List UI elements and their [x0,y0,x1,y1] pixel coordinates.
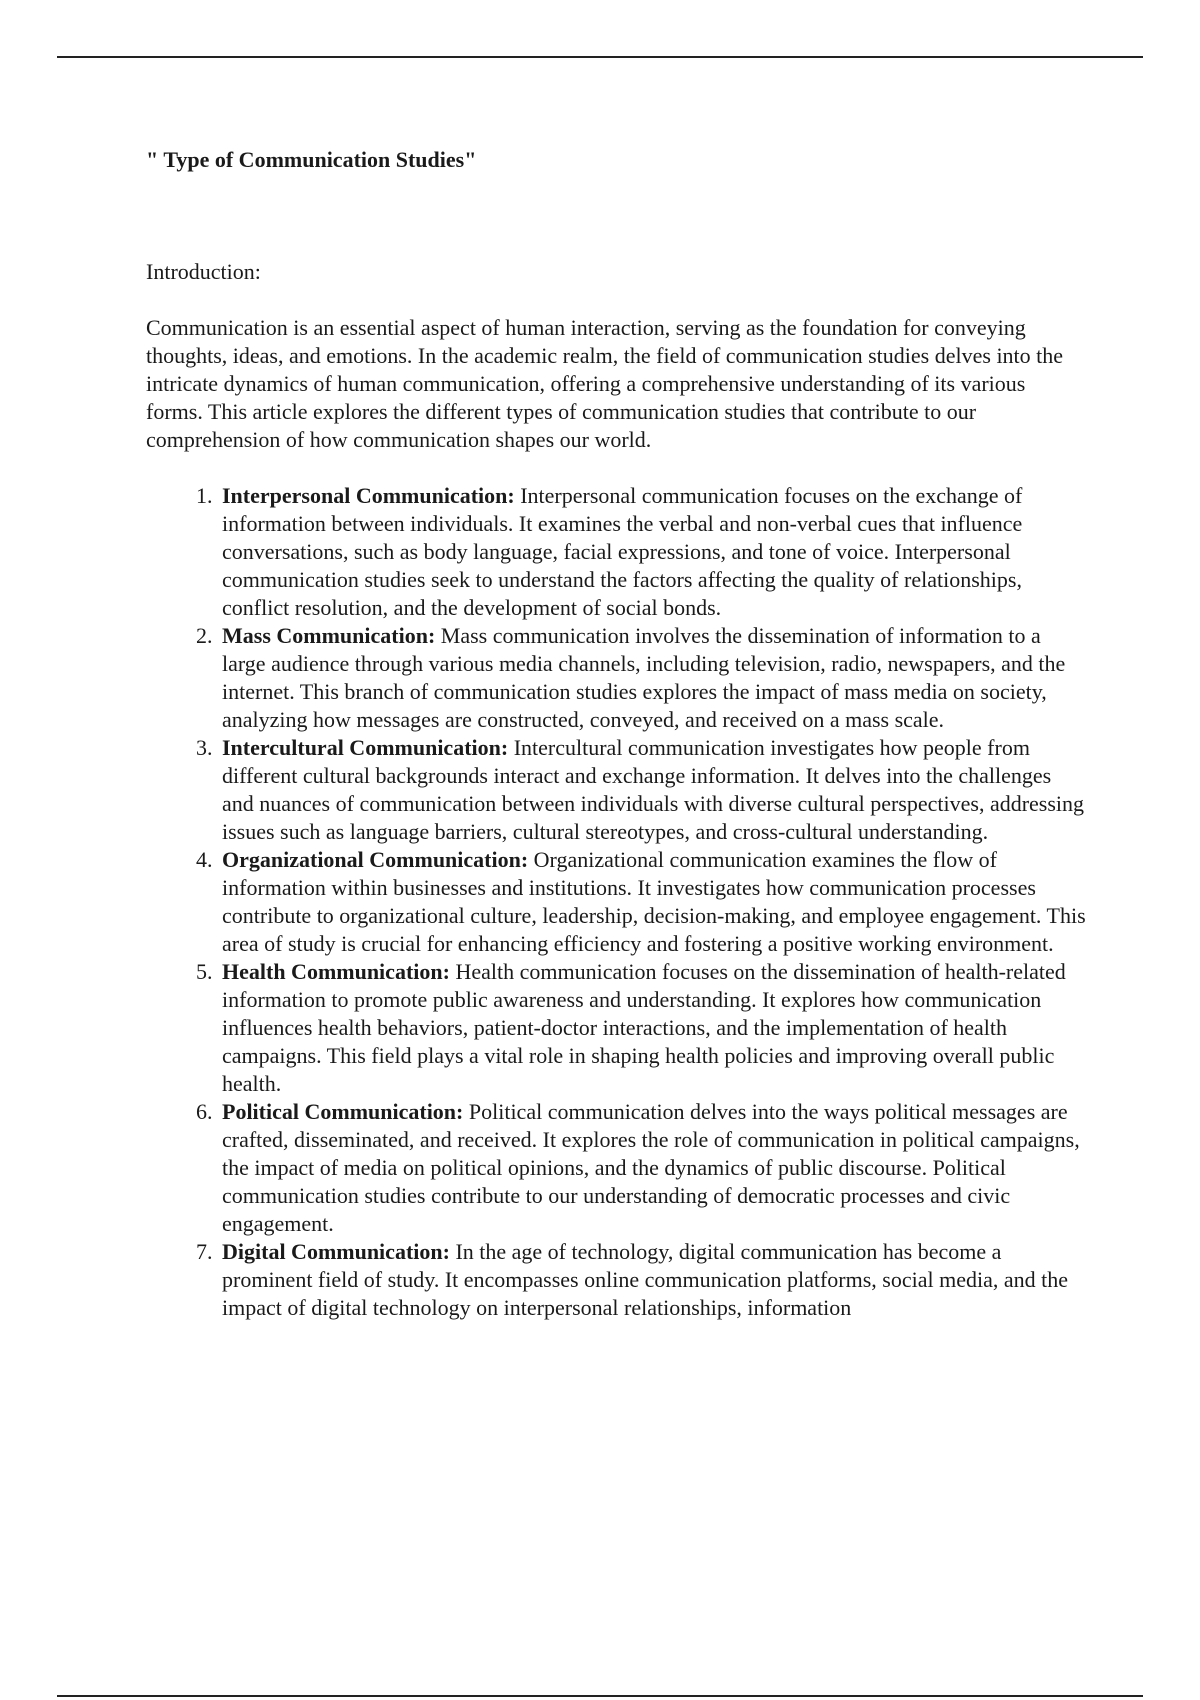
list-item [218,1098,1086,1238]
list-item-text: Interpersonal communication focuses on the exchange of information between individuals. It examines the verbal and non-verbal cues that influence conversations, such as body language, facial expressions, and tone of voice. Interpersonal communication studies seek to understand the factors affecting the quality of relationships, conflict resolution, and the development of social bonds. [222,483,1023,620]
bottom-rule [57,1695,1143,1697]
intro-heading: Introduction: [146,259,261,284]
document-title: " Type of Communication Studies" [146,147,477,172]
list-item [218,734,1086,846]
list-item [218,846,1086,958]
list-item-term: Health Communication: [222,959,450,984]
list-item-term: Intercultural Communication: [222,735,509,760]
top-rule [57,56,1143,58]
list-item-term: Political Communication: [222,1099,464,1124]
page-content [146,146,1086,1322]
list-item [218,1238,1086,1322]
list-item-text: Organizational communication examines the flow of information within businesses and institutions. It investigates how communication processes contribute to organizational culture, leadership, decision-making, and employee engagement. This area of study is crucial for enhancing efficiency and fostering a positive working environment. [222,847,1086,956]
list-item-text: Intercultural communication investigates how people from different cultural backgrounds interact and exchange information. It delves into the challenges and nuances of communication between individuals with diverse cultural perspectives, addressing issues such as language barriers, cultural stereotypes, and cross-cultural understanding. [222,735,1085,844]
list-item-term: Organizational Communication: [222,847,529,872]
intro-paragraph: Communication is an essential aspect of human interaction, serving as the foundation for conveying thoughts, ideas, and emotions. In the academic realm, the field of communication studies delves into the intricate dynamics of human communication, offering a comprehensive understanding of its various forms. This article explores the different types of communication studies that contribute to our comprehension of how communication shapes our world. [146,315,1064,452]
communication-types-list [146,482,1086,1322]
list-item-text: Political communication delves into the ways political messages are crafted, disseminated, and received. It explores the role of communication in political campaigns, the impact of media on political opinions, and the dynamics of public discourse. Political communication studies contribute to our understanding of democratic processes and civic engagement. [222,1099,1080,1236]
list-item [218,482,1086,622]
list-item [218,622,1086,734]
list-item-text: In the age of technology, digital communication has become a prominent field of study. It encompasses online communication platforms, social media, and the impact of digital technology on interpersonal relationships, information [222,1239,1068,1320]
list-item-term: Mass Communication: [222,623,436,648]
list-item-term: Digital Communication: [222,1239,450,1264]
list-item [218,958,1086,1098]
list-item-text: Mass communication involves the dissemination of information to a large audience through various media channels, including television, radio, newspapers, and the internet. This branch of communication studies explores the impact of mass media on society, analyzing how messages are constructed, conveyed, and received on a mass scale. [222,623,1066,732]
list-item-term: Interpersonal Communication: [222,483,515,508]
list-item-text: Health communication focuses on the dissemination of health-related information to promote public awareness and understanding. It explores how communication influences health behaviors, patient-doctor interactions, and the implementation of health campaigns. This field plays a vital role in shaping health policies and improving overall public health. [222,959,1066,1096]
